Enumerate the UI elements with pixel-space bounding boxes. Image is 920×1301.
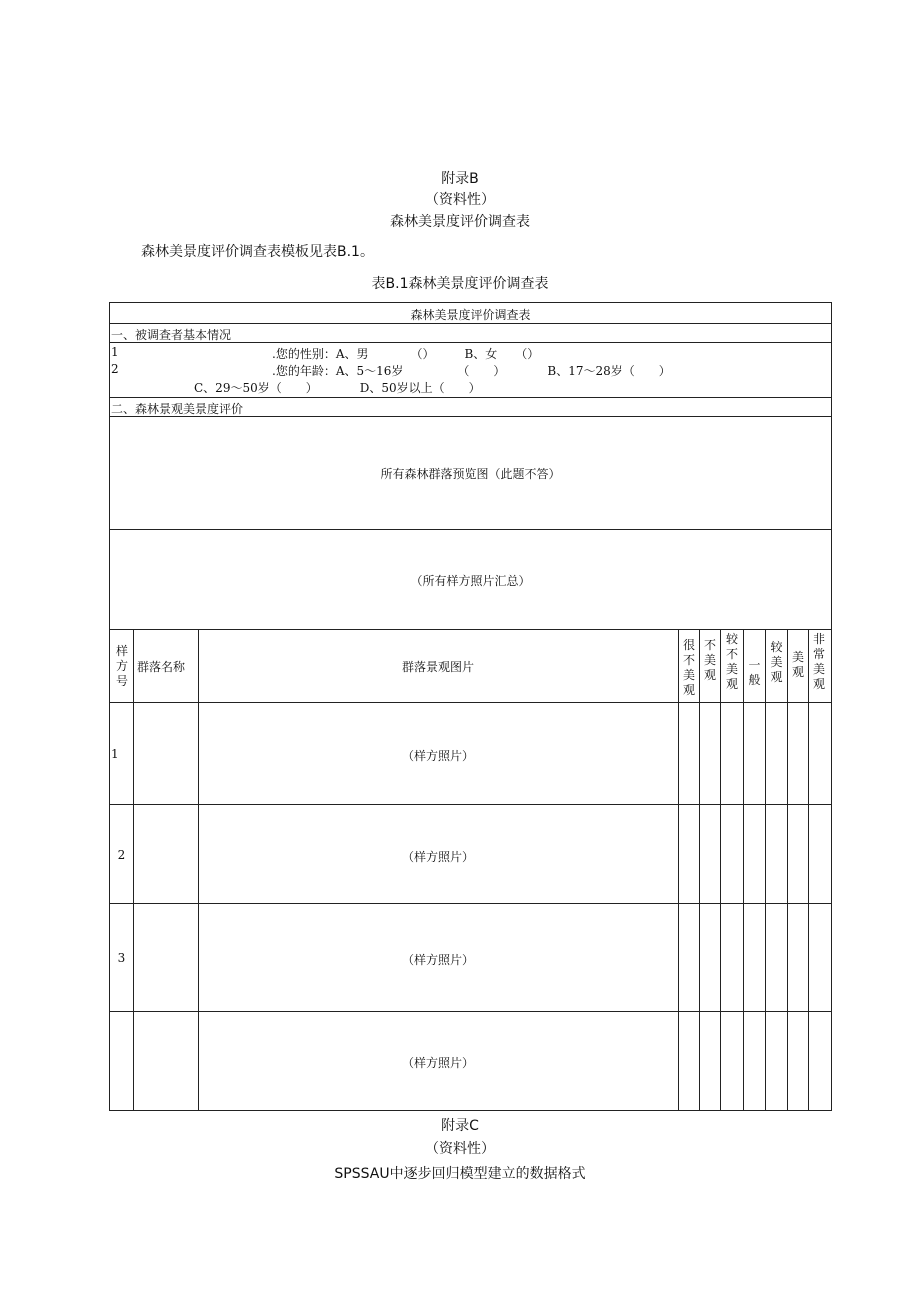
rating-unattractive: 不 美 观	[703, 638, 716, 682]
rating-very-unattractive: 很 不 美 观	[682, 638, 695, 697]
appendix-b-heading: 森林美景度评价调查表	[390, 214, 530, 230]
survey-table	[109, 302, 832, 1111]
grid-header-row	[110, 630, 831, 703]
col-plot-no: 样 方 号	[115, 644, 128, 688]
table-title: 森林美景度评价调查表	[410, 308, 531, 322]
appendix-b-type: （资料性）	[425, 192, 495, 208]
rating-fairly-attractive: 较 美 观	[770, 640, 783, 684]
preview-row	[110, 417, 831, 530]
summary-label: （所有样方照片汇总）	[410, 574, 531, 588]
q2-text: .您的年龄：A、5～16岁 （ ） B、17～28岁（ ）	[272, 364, 671, 378]
questions-row	[110, 343, 831, 398]
preview-label: 所有森林群落预览图（此题不答）	[380, 467, 561, 481]
section2-row	[110, 398, 831, 417]
appendix-c-type: （资料性）	[425, 1141, 495, 1157]
appendix-c-heading: SPSSAU中逐步回归模型建立的数据格式	[334, 1166, 586, 1182]
plot-number: 2	[117, 848, 126, 862]
section1-row	[110, 324, 831, 343]
plot-grid	[110, 630, 831, 1110]
plot-photo: （样方照片）	[401, 953, 474, 967]
col-landscape-picture: 群落景观图片	[401, 660, 474, 674]
table-row	[110, 805, 831, 904]
rating-very-attractive: 非 常 美 观	[812, 632, 825, 691]
section2-label: 二、森林景观美景度评价	[111, 402, 244, 416]
appendix-c-title: 附录C	[441, 1118, 479, 1134]
plot-photo: （样方照片）	[401, 749, 474, 763]
col-community-name: 群落名称	[137, 660, 186, 674]
plot-photo: （样方照片）	[401, 850, 474, 864]
intro-paragraph: 森林美景度评价调查表模板见表B.1。	[141, 244, 374, 260]
summary-row	[110, 530, 831, 630]
plot-number: 3	[117, 951, 126, 965]
table-caption: 表B.1森林美景度评价调查表	[371, 276, 549, 292]
q2-number: 2	[111, 362, 119, 376]
q1-number: 1	[111, 345, 119, 359]
q1-text: .您的性别：A、男 （） B、女 （）	[272, 347, 540, 361]
appendix-b-title: 附录B	[441, 171, 479, 187]
table-row	[110, 703, 831, 805]
q2-text-cont: C、29～50岁（ ） D、50岁以上（ ）	[194, 381, 481, 395]
table-title-row	[110, 303, 831, 324]
rating-fairly-unattractive: 较 不 美 观	[725, 632, 738, 691]
rating-average: 一 般	[748, 658, 761, 687]
table-row	[110, 1012, 831, 1110]
table-row	[110, 904, 831, 1012]
plot-number: 1	[111, 747, 119, 761]
section1-label: 一、被调查者基本情况	[111, 328, 232, 342]
plot-photo: （样方照片）	[401, 1056, 474, 1070]
rating-attractive: 美 观	[791, 650, 804, 679]
